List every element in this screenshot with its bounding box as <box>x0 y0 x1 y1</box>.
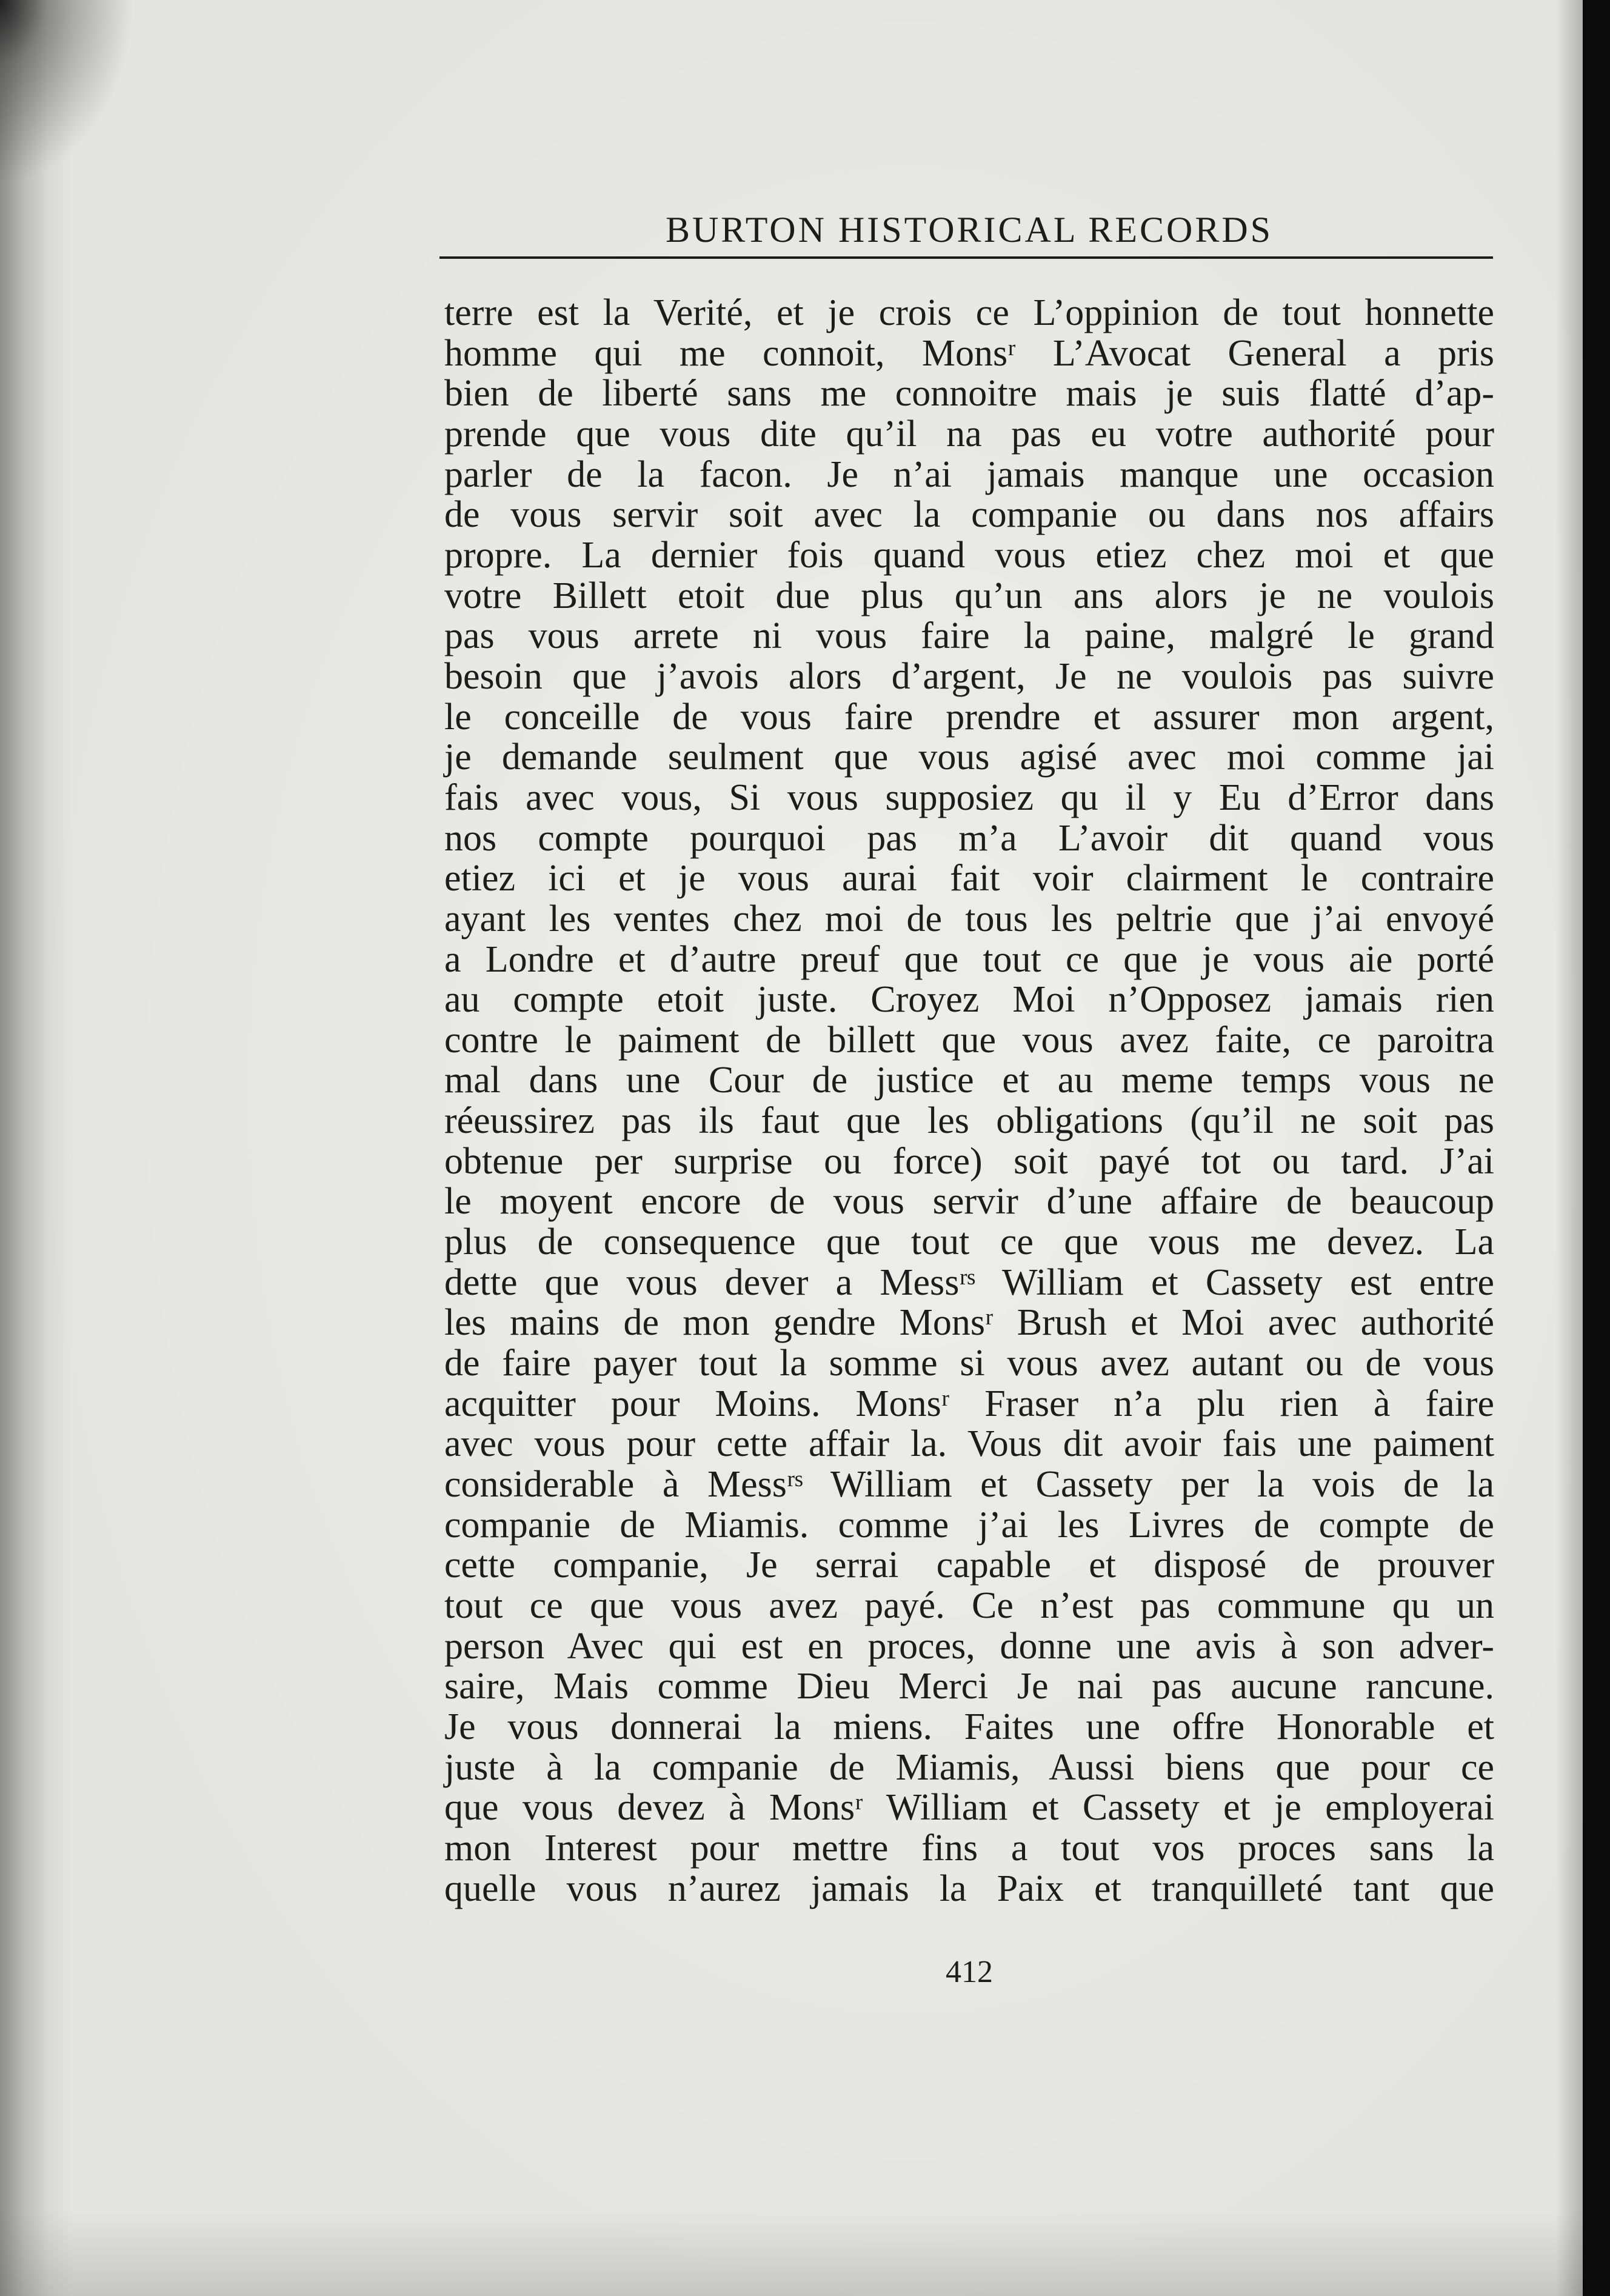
text-line: bien de liberté sans me connoitre mais je suis flatté d’ap- <box>444 373 1494 415</box>
text-line: nos compte pourquoi pas m’a L’avoir dit quand vous <box>444 817 1494 859</box>
text-line: de vous servir soit avec la companie ou dans nos affairs <box>444 494 1494 536</box>
text-line: quelle vous n’aurez jamais la Paix et tranquilleté tant que <box>444 1867 1494 1909</box>
text-line: propre. La dernier fois quand vous etiez chez moi et que <box>444 534 1494 576</box>
text-line: avec vous pour cette affair la. Vous dit avoir fais une paiment <box>444 1423 1494 1465</box>
text-line: acquitter pour Moins. Monsʳ Fraser n’a plu rien à faire <box>444 1383 1494 1424</box>
running-head: BURTON HISTORICAL RECORDS <box>665 210 1274 250</box>
text-line: etiez ici et je vous aurai fait voir clairment le contraire <box>444 858 1494 899</box>
text-line: saire, Mais comme Dieu Merci Je nai pas aucune rancune. <box>444 1666 1494 1707</box>
text-line: person Avec qui est en proces, donne une avis à son adver- <box>444 1625 1494 1667</box>
text-line: que vous devez à Monsʳ William et Cassety et je employerai <box>444 1787 1494 1829</box>
text-line: terre est la Verité, et je crois ce L’oppinion de tout honnette <box>444 292 1494 333</box>
text-line: parler de la facon. Je n’ai jamais manque une occasion <box>444 453 1494 495</box>
text-line: tout ce que vous avez payé. Ce n’est pas commune qu un <box>444 1585 1494 1626</box>
body-text <box>444 293 1494 1909</box>
text-line: les mains de mon gendre Monsʳ Brush et Moi avec authorité <box>444 1302 1494 1344</box>
text-line: je demande seulment que vous agisé avec moi comme jai <box>444 736 1494 778</box>
text-line: prende que vous dite qu’il na pas eu votre authorité pour <box>444 413 1494 455</box>
scan-corner-shadow <box>0 0 158 194</box>
text-line: fais avec vous, Si vous supposiez qu il y Eu d’Error dans <box>444 776 1494 818</box>
scan-shadow-bottom <box>0 2211 1583 2296</box>
text-line: plus de consequence que tout ce que vous me devez. La <box>444 1221 1494 1263</box>
text-line: considerable à Messʳˢ William et Cassety per la vois de la <box>444 1464 1494 1506</box>
text-line: le conceille de vous faire prendre et assurer mon argent, <box>444 696 1494 738</box>
header-rule <box>439 256 1493 259</box>
text-line: le moyent encore de vous servir d’une affaire de beaucoup <box>444 1181 1494 1223</box>
scan-shadow-left <box>0 0 73 2296</box>
text-line: mal dans une Cour de justice et au meme temps vous ne <box>444 1060 1494 1101</box>
text-line: homme qui me connoit, Monsʳ L’Avocat General a pris <box>444 332 1494 374</box>
text-line: dette que vous dever a Messʳˢ William et Cassety est entre <box>444 1261 1494 1303</box>
text-line: companie de Miamis. comme j’ai les Livres de compte de <box>444 1504 1494 1546</box>
text-line: a Londre et d’autre preuf que tout ce que je vous aie porté <box>444 938 1494 980</box>
text-line: cette companie, Je serrai capable et disposé de prouver <box>444 1544 1494 1586</box>
text-line: obtenue per surprise ou force) soit payé tot ou tard. J’ai <box>444 1140 1494 1182</box>
text-line: juste à la companie de Miamis, Aussi biens que pour ce <box>444 1746 1494 1788</box>
text-line: mon Interest pour mettre fins a tout vos proces sans la <box>444 1827 1494 1869</box>
text-line: au compte etoit juste. Croyez Moi n’Opposez jamais rien <box>444 979 1494 1021</box>
text-line: contre le paiment de billett que vous avez faite, ce paroitra <box>444 1019 1494 1061</box>
text-line: ayant les ventes chez moi de tous les peltrie que j’ai envoyé <box>444 898 1494 939</box>
text-line: réeussirez pas ils faut que les obligations (qu’il ne soit pas <box>444 1100 1494 1142</box>
page-number: 412 <box>946 1955 993 1989</box>
text-line: de faire payer tout la somme si vous avez autant ou de vous <box>444 1343 1494 1384</box>
text-line: besoin que j’avois alors d’argent, Je ne voulois pas suivre <box>444 655 1494 697</box>
text-line: Je vous donnerai la miens. Faites une offre Honorable et <box>444 1706 1494 1747</box>
text-line: pas vous arrete ni vous faire la paine, malgré le grand <box>444 615 1494 657</box>
scan-border-right <box>1583 0 1610 2296</box>
text-line: votre Billett etoit due plus qu’un ans alors je ne voulois <box>444 575 1494 616</box>
scan-edge-fade <box>1555 0 1583 2296</box>
